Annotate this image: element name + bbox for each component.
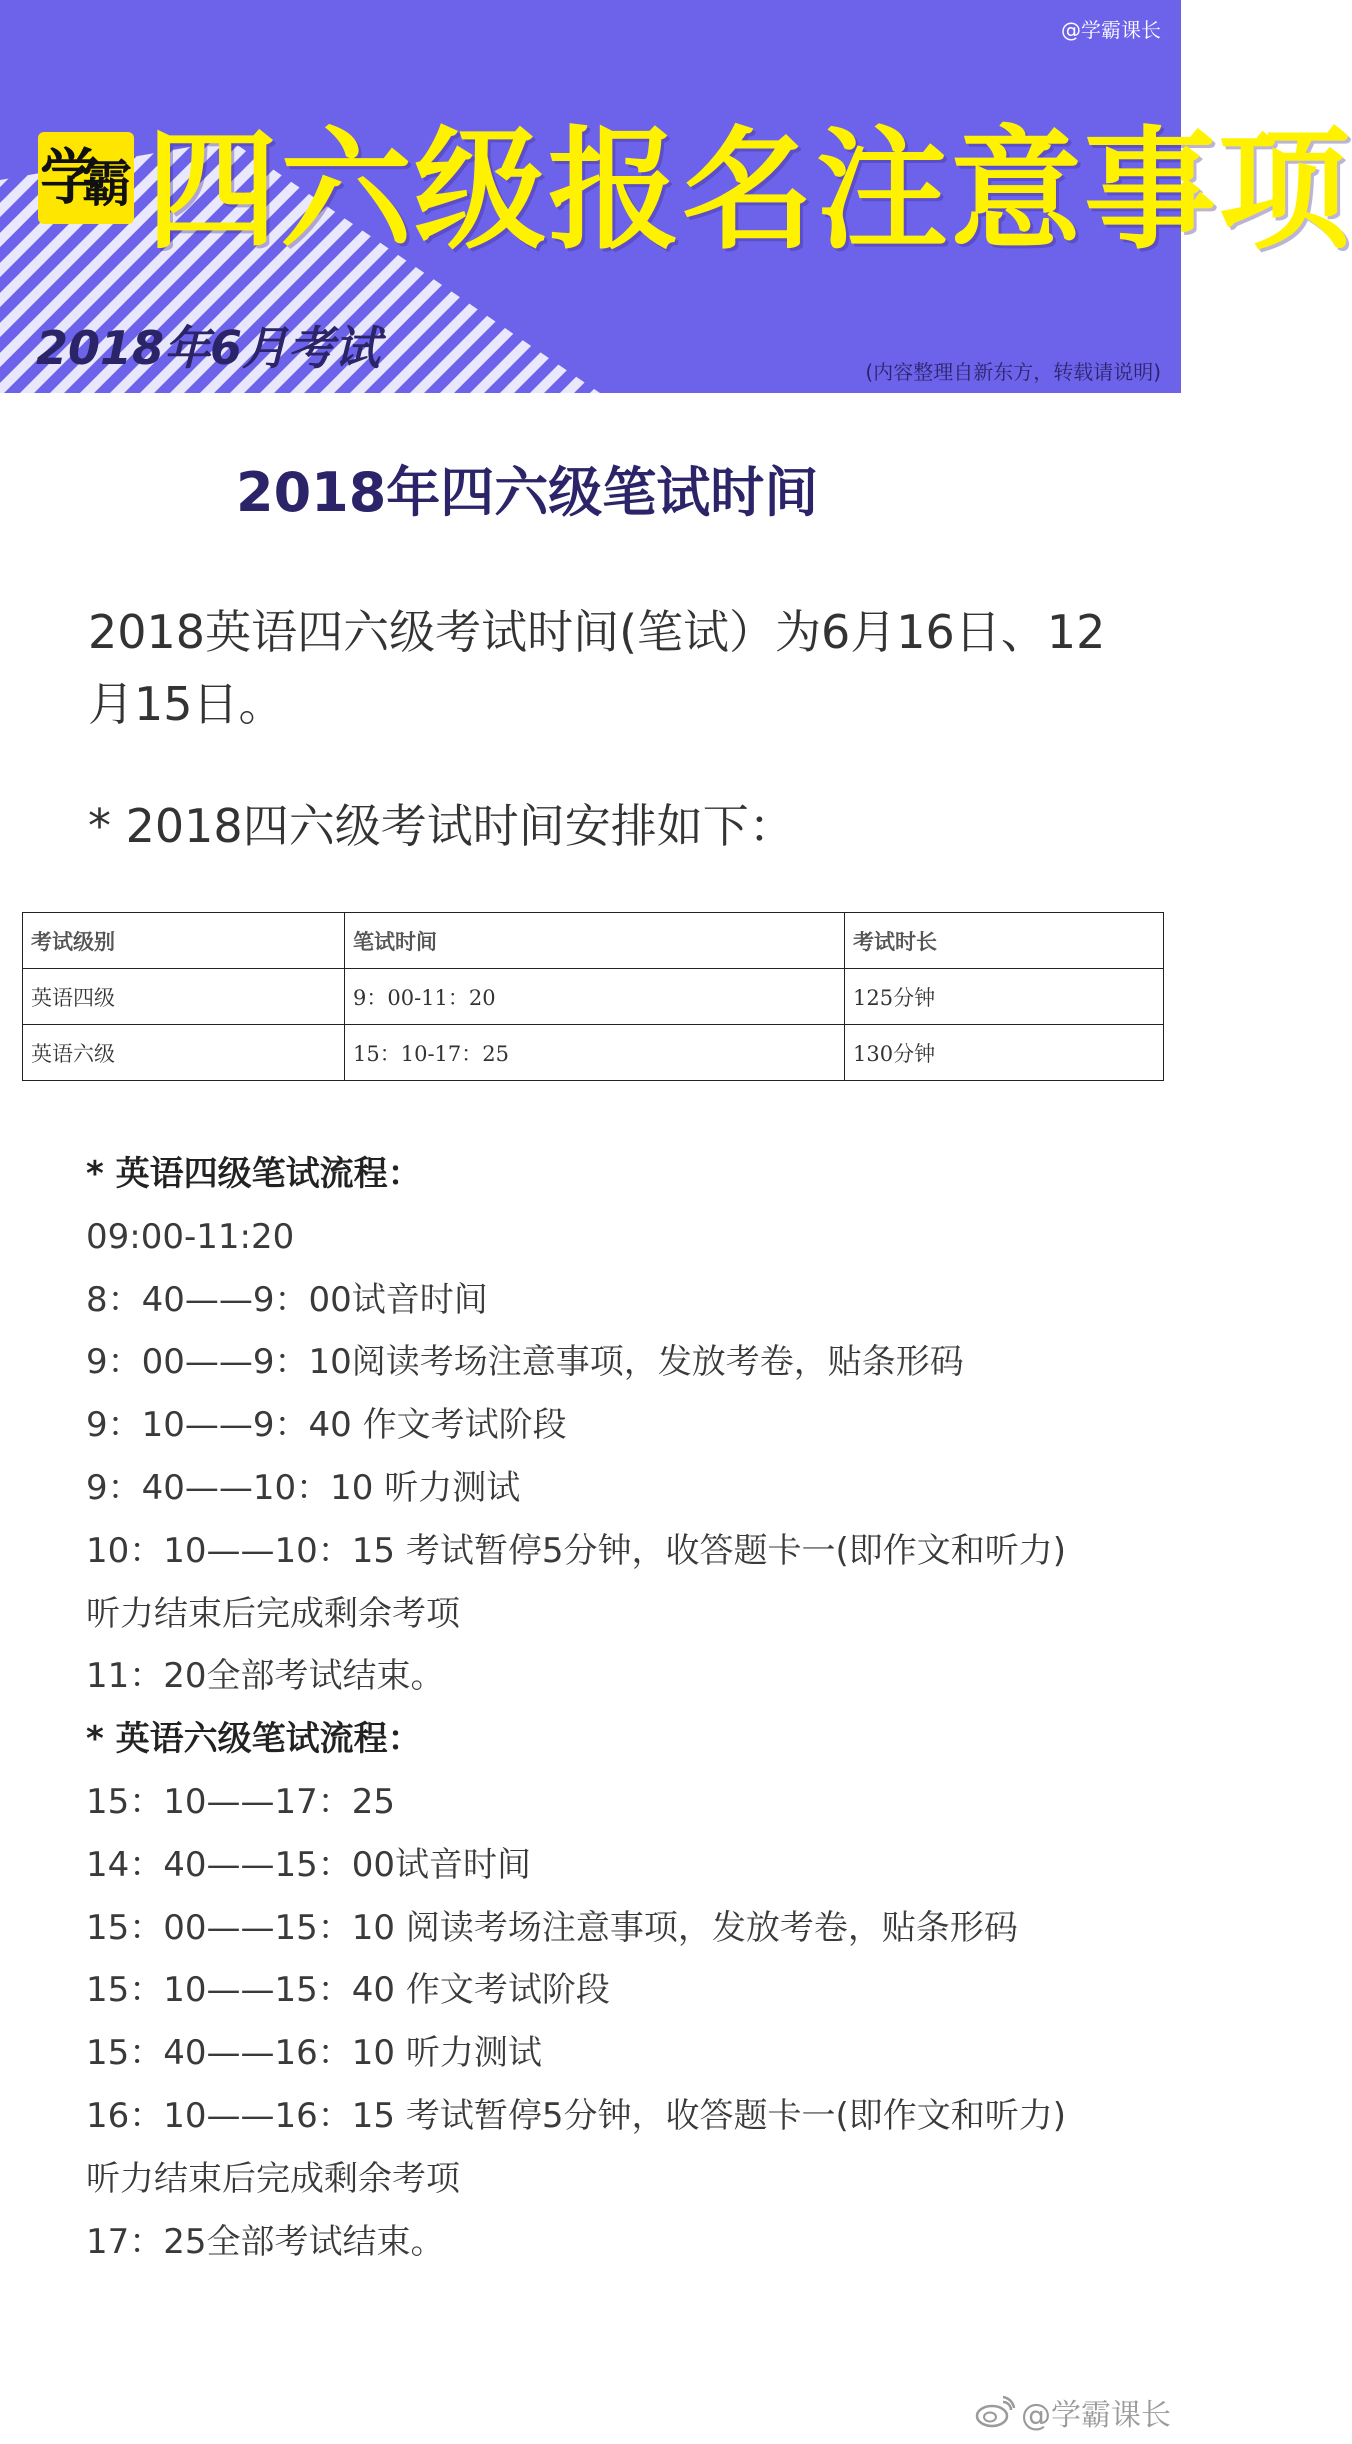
intro-schedule-note: * 2018四六级考试时间安排如下： bbox=[88, 799, 795, 853]
banner-subtitle: 2018年6月考试 bbox=[36, 321, 381, 375]
source-note: (内容整理自新东方，转载请说明) bbox=[865, 360, 1161, 384]
list-item: 15：10——17：25 bbox=[86, 1781, 396, 1822]
list-item: 9：40——10：10 听力测试 bbox=[86, 1467, 521, 1508]
exam-schedule-table bbox=[22, 912, 1164, 1081]
table-cell: 15：10-17：25 bbox=[345, 1025, 845, 1081]
list-item: 09:00-11:20 bbox=[86, 1216, 295, 1257]
list-item: 9：00——9：10阅读考场注意事项，发放考卷，贴条形码 bbox=[86, 1342, 964, 1383]
table-header-row bbox=[23, 913, 1164, 969]
list-item: 15：40——16：10 听力测试 bbox=[86, 2033, 542, 2074]
cet6-process-heading: * 英语六级笔试流程： bbox=[86, 1719, 422, 1760]
weibo-icon bbox=[975, 2396, 1015, 2428]
list-item: 15：00——15：10 阅读考场注意事项，发放考卷，贴条形码 bbox=[86, 1907, 1018, 1948]
logo-char-xue: 学 bbox=[40, 143, 94, 213]
cet4-process-heading: * 英语四级笔试流程： bbox=[86, 1154, 422, 1194]
table-cell: 英语六级 bbox=[23, 1025, 345, 1081]
section-heading: 2018年四六级笔试时间 bbox=[236, 461, 819, 524]
table-cell: 9：00-11：20 bbox=[345, 969, 845, 1025]
header-banner bbox=[0, 0, 1352, 393]
logo-char-ba: 霸 bbox=[82, 155, 126, 213]
author-handle: @学霸课长 bbox=[1061, 18, 1161, 42]
table-cell: 125分钟 bbox=[845, 969, 1164, 1025]
list-item: 8：40——9：00试音时间 bbox=[86, 1279, 488, 1320]
list-item: 14：40——15：00试音时间 bbox=[86, 1844, 532, 1885]
list-item: 10：10——10：15 考试暂停5分钟，收答题卡一(即作文和听力) bbox=[86, 1530, 1067, 1571]
table-header-duration: 考试时长 bbox=[845, 913, 1164, 969]
list-item: 15：10——15：40 作文考试阶段 bbox=[86, 1970, 610, 2011]
intro-exam-dates: 2018英语四六级考试时间(笔试）为6月16日、12月15日。 bbox=[88, 605, 1106, 731]
list-item: 9：10——9：40 作文考试阶段 bbox=[86, 1405, 567, 1446]
watermark-text: @学霸课长 bbox=[1021, 2398, 1171, 2433]
brand-logo bbox=[38, 132, 134, 224]
table-header-level: 考试级别 bbox=[23, 913, 345, 969]
exam-process-section bbox=[86, 1143, 1146, 2273]
banner-title: 四六级报名注意事项 bbox=[146, 114, 1352, 268]
list-item: 听力结束后完成剩余考项 bbox=[86, 2158, 460, 2199]
table-row bbox=[23, 1025, 1164, 1081]
table-cell: 英语四级 bbox=[23, 969, 345, 1025]
table-cell: 130分钟 bbox=[845, 1025, 1164, 1081]
weibo-watermark bbox=[975, 2390, 1171, 2434]
table-row bbox=[23, 969, 1164, 1025]
table-header-time: 笔试时间 bbox=[345, 913, 845, 969]
list-item: 16：10——16：15 考试暂停5分钟，收答题卡一(即作文和听力) bbox=[86, 2095, 1067, 2136]
list-item: 听力结束后完成剩余考项 bbox=[86, 1593, 460, 1634]
list-item: 11：20全部考试结束。 bbox=[86, 1656, 445, 1697]
list-item: 17：25全部考试结束。 bbox=[86, 2221, 445, 2262]
